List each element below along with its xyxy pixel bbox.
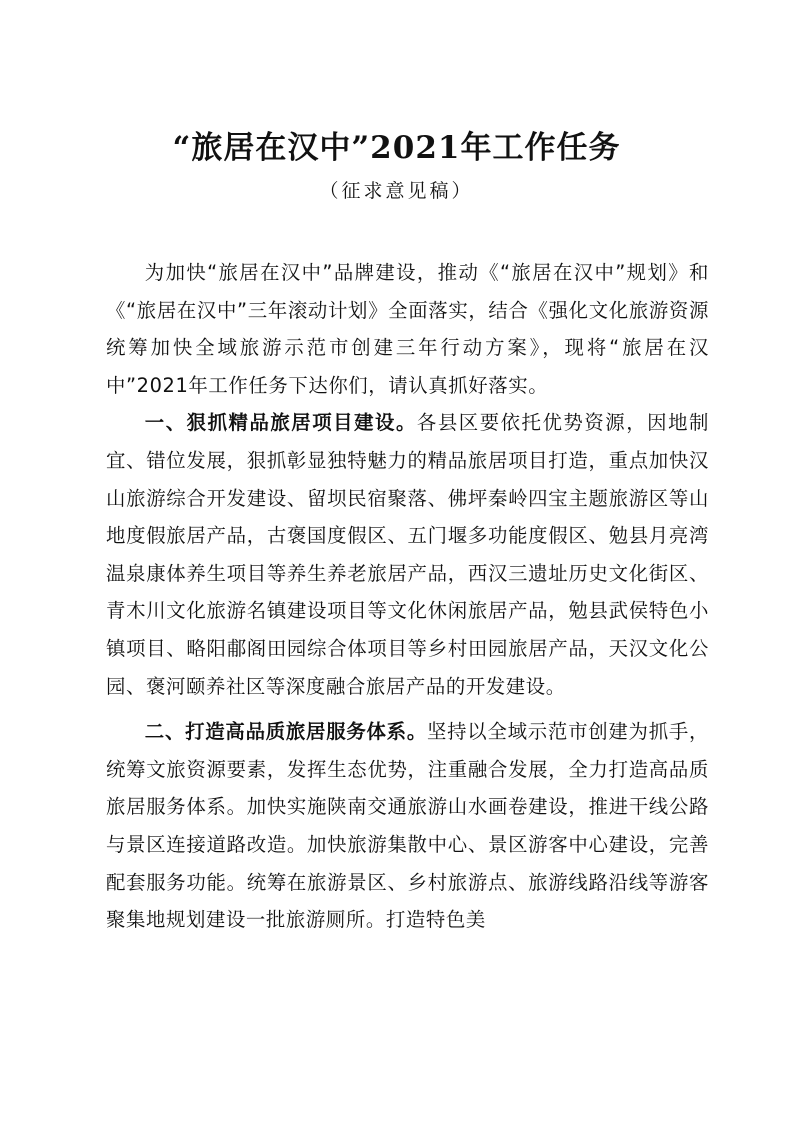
section-text-1: 各县区要依托优势资源，因地制宜、错位发展，狠抓彰显独特魅力的精品旅居项目打造，重点加快汉山旅游综合开发建设、留坝民宿聚落、佛坪秦岭四宝主题旅游区等山地度假旅居产品，古褒国度假区、五门堰多功能度假区、勉县月亮湾温泉康体养生项目等养生养老旅居产品，西汉三遗址历史文化街区、青木川文化旅游名镇建设项目等文化休闲旅居产品，勉县武侯特色小镇项目、略阳郙阁田园综合体项目等乡村田园旅居产品，天汉文化公园、褒河颐养社区等深度融合旅居产品的开发建设。	[106, 411, 709, 698]
document-title: “旅居在汉中”2021年工作任务	[172, 130, 621, 166]
section-paragraph-2	[106, 713, 709, 939]
section-text-2: 坚持以全域示范市创建为抓手，统筹文旅资源要素，发挥生态优势，注重融合发展，全力打造高品质旅居服务体系。加快实施陕南交通旅游山水画卷建设，推进干线公路与景区连接道路改造。加快旅游集散中心、景区游客中心建设，完善配套服务功能。统筹在旅游景区、乡村旅游点、旅游线路沿线等游客聚集地规划建设一批旅游厕所。打造特色美	[106, 720, 709, 932]
intro-paragraph: 为加快“旅居在汉中”品牌建设，推动《“旅居在汉中”规划》和《“旅居在汉中”三年滚动计划》全面落实，结合《强化文化旅游资源统筹加快全域旅游示范市创建三年行动方案》，现将“旅居在汉中”2021年工作任务下达你们，请认真抓好落实。	[106, 261, 709, 397]
section-heading-2: 二、打造高品质旅居服务体系。	[144, 720, 427, 744]
section-paragraph-1	[106, 404, 709, 705]
document-body	[106, 254, 709, 939]
document-subtitle: （征求意见稿）	[319, 180, 474, 202]
section-heading-1: 一、狠抓精品旅居项目建设。	[144, 411, 417, 435]
